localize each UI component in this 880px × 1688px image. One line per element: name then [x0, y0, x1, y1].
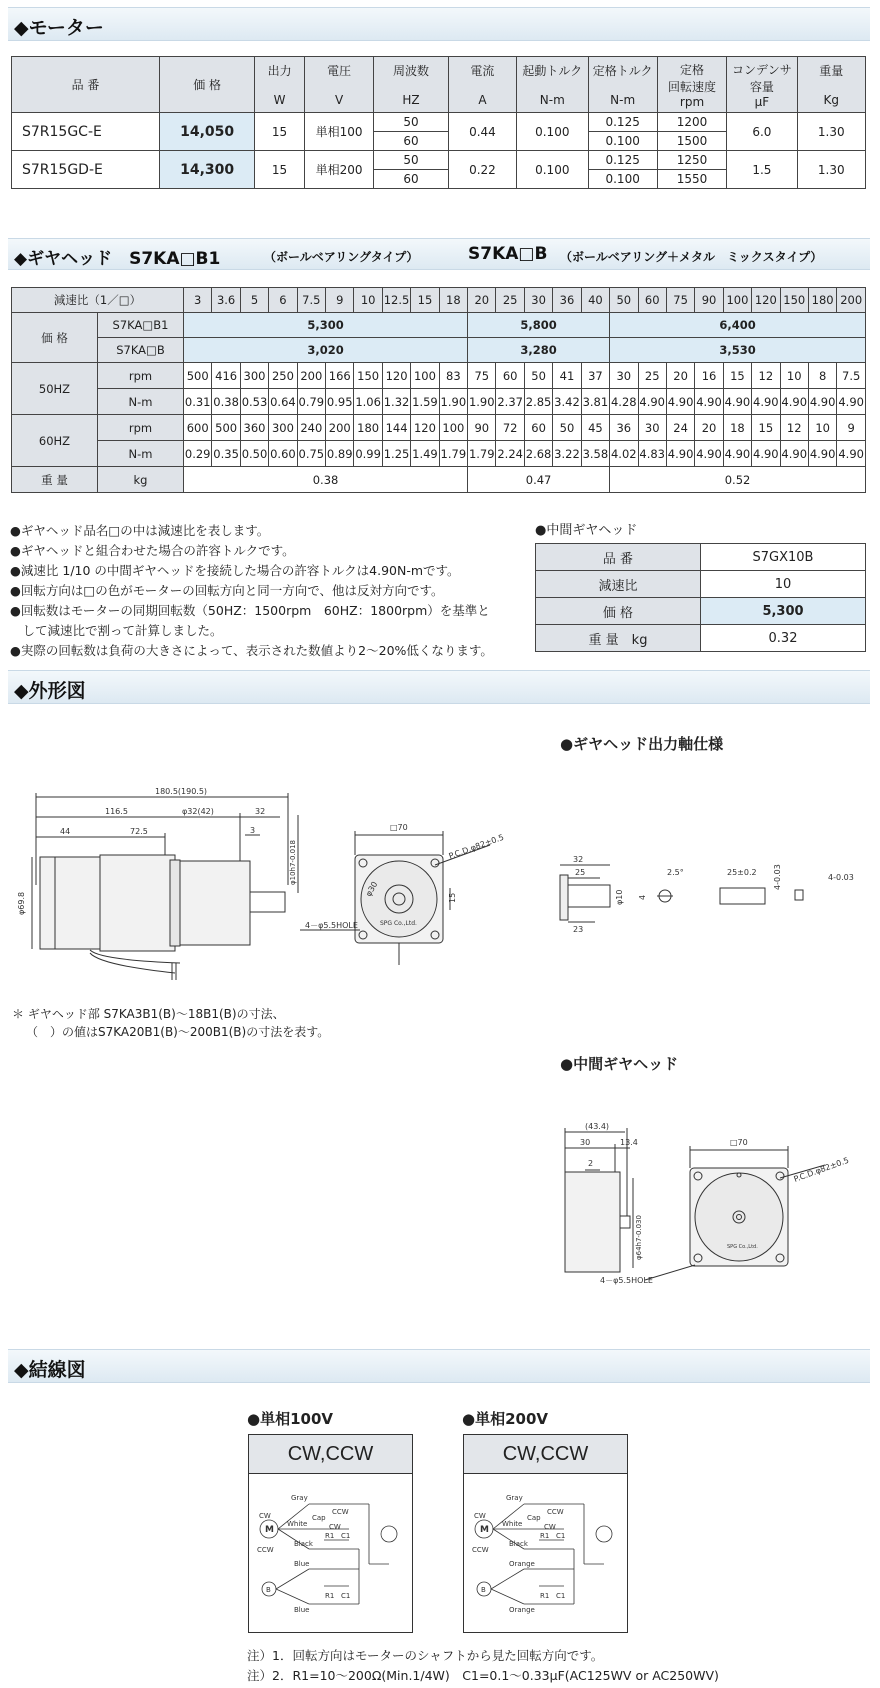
rpm-60hz-cell: 15 [752, 415, 780, 441]
col-rated-torque: 定格トルク N-m [588, 57, 657, 113]
svg-text:CW: CW [259, 1512, 271, 1520]
col-capacitor: コンデンサ 容量 μF [727, 57, 797, 113]
rpm-50hz-cell: 25 [638, 363, 666, 389]
note-line: ●回転数はモーターの同期回転数（50HZ：1500rpm 60HZ：1800rpm）を基準と [10, 603, 490, 618]
price-cell: 3,530 [610, 338, 866, 363]
torque-60hz-cell: 0.29 [184, 441, 212, 467]
torque-50hz-cell: 4.90 [666, 389, 694, 415]
notes-list [10, 521, 520, 661]
ratio-cell: 120 [752, 288, 780, 313]
ratio-cell: 200 [837, 288, 866, 313]
wiring-schematic [249, 1474, 412, 1632]
rpm-50hz-cell: 50 [524, 363, 552, 389]
torque-60hz-cell: 1.79 [468, 441, 496, 467]
ratio-cell: 75 [666, 288, 694, 313]
rpm-50hz-cell: 83 [439, 363, 467, 389]
svg-text:Blue: Blue [294, 1560, 310, 1568]
svg-text:Black: Black [294, 1540, 313, 1548]
wiring-200v-title: ●単相200V [462, 1410, 549, 1428]
svg-text:B: B [481, 1586, 486, 1594]
svg-text:(43.4): (43.4) [585, 1122, 610, 1131]
torque-50hz-cell: 4.90 [638, 389, 666, 415]
torque-60hz-cell: 0.75 [297, 441, 325, 467]
svg-text:CCW: CCW [547, 1508, 564, 1516]
svg-text:Gray: Gray [291, 1494, 308, 1502]
svg-text:R1: R1 [325, 1532, 335, 1540]
svg-text:Gray: Gray [506, 1494, 523, 1502]
svg-text:φ69.8: φ69.8 [17, 891, 26, 915]
rpm-50hz-cell: 250 [269, 363, 297, 389]
mid-gear-drawing [545, 1120, 880, 1290]
svg-text:4-0.03: 4-0.03 [773, 864, 782, 890]
ratio-cell: 15 [411, 288, 439, 313]
svg-text:32: 32 [573, 855, 584, 864]
rpm-60hz-cell: 36 [610, 415, 638, 441]
rpm-60hz-cell: 50 [553, 415, 581, 441]
torque-60hz-cell: 4.90 [808, 441, 836, 467]
ratio-cell: 30 [524, 288, 552, 313]
torque-60hz-cell: 4.90 [837, 441, 866, 467]
svg-text:25: 25 [575, 868, 586, 877]
svg-text:R1: R1 [540, 1532, 550, 1540]
section-title: ◆モーター [14, 17, 104, 39]
rpm-50hz-cell: 30 [610, 363, 638, 389]
svg-text:M: M [265, 1525, 274, 1535]
price-cell: 3,280 [468, 338, 610, 363]
rpm-50hz-cell: 41 [553, 363, 581, 389]
svg-text:White: White [287, 1520, 308, 1528]
svg-text:15: 15 [448, 892, 457, 903]
section-title: ◆結線図 [14, 1359, 86, 1381]
torque-50hz-cell: 1.90 [468, 389, 496, 415]
svg-text:SPG Co.,Ltd.: SPG Co.,Ltd. [727, 1244, 758, 1250]
col-current: 電流 A [448, 57, 516, 113]
rpm-50hz-cell: 75 [468, 363, 496, 389]
motor-spec-table: 品 番 価 格 出力 W 電圧 V 周波数 HZ 電流 A 起動トルク N-m 定格トルク N-m 定格 回転速度 rpm コンデンサ 容量 μF 重量 Kg S7R15GC-E 14,050 15 単相100 50 0.44 0.100 0.125 1200 6.0 1.30 60 0.100 1500 S7R15GD-E 14,300 15 単相200 50 0.22 0.100 0.125 1250 1.5 1.30 60 0.100 1550 [11, 56, 866, 189]
note-line: ●ギヤヘッドと組合わせた場合の許容トルクです。 [10, 543, 295, 558]
svg-text:CCW: CCW [472, 1546, 489, 1554]
svg-text:Black: Black [509, 1540, 528, 1548]
rpm-50hz-cell: 150 [354, 363, 382, 389]
rpm-60hz-cell: 20 [695, 415, 723, 441]
torque-50hz-cell: 4.28 [610, 389, 638, 415]
ratio-cell: 40 [581, 288, 609, 313]
svg-text:Cap: Cap [312, 1514, 326, 1522]
svg-text:SPG Co.,Ltd.: SPG Co.,Ltd. [380, 920, 417, 927]
price-cell: 6,400 [610, 313, 866, 338]
rpm-60hz-cell: 9 [837, 415, 866, 441]
svg-text:4－φ5.5HOLE: 4－φ5.5HOLE [600, 1276, 653, 1285]
ratio-cell: 3.6 [212, 288, 240, 313]
wiring-box-title: CW,CCW [464, 1435, 627, 1474]
torque-50hz-cell: 0.38 [212, 389, 240, 415]
ratio-cell: 7.5 [297, 288, 325, 313]
rpm-60hz-cell: 144 [382, 415, 410, 441]
svg-text:4－φ5.5HOLE: 4－φ5.5HOLE [305, 921, 358, 930]
torque-60hz-cell: 2.24 [496, 441, 524, 467]
rpm-50hz-cell: 20 [666, 363, 694, 389]
svg-text:72.5: 72.5 [130, 827, 148, 836]
ratio-cell: 150 [780, 288, 808, 313]
torque-50hz-cell: 0.53 [240, 389, 268, 415]
col-voltage: 電圧 V [304, 57, 373, 113]
rpm-50hz-cell: 300 [240, 363, 268, 389]
weight-cell: 0.38 [184, 467, 468, 493]
wiring-note-2: 注）2．R1=10～200Ω(Min.1/4W) C1=0.1～0.33μF(AC125WV or AC250WV) [247, 1668, 719, 1683]
torque-50hz-cell: 4.90 [837, 389, 866, 415]
rpm-60hz-cell: 24 [666, 415, 694, 441]
ratio-cell: 3 [184, 288, 212, 313]
note-line: ●ギヤヘッド品名□の中は減速比を表します。 [10, 523, 270, 538]
ratio-cell: 100 [723, 288, 751, 313]
torque-60hz-cell: 0.89 [326, 441, 354, 467]
torque-60hz-cell: 3.22 [553, 441, 581, 467]
ratio-cell: 60 [638, 288, 666, 313]
note-line: して減速比で割って計算しました。 [10, 623, 223, 638]
svg-text:C1: C1 [556, 1532, 566, 1540]
torque-50hz-cell: 2.37 [496, 389, 524, 415]
rpm-50hz-cell: 15 [723, 363, 751, 389]
price-cell: 3,020 [184, 338, 468, 363]
section-header-outline [8, 670, 870, 704]
col-model: 品 番 [12, 57, 160, 113]
svg-text:φ64h7-0.030: φ64h7-0.030 [635, 1215, 643, 1260]
svg-text:2.5°: 2.5° [667, 868, 684, 877]
ratio-cell: 36 [553, 288, 581, 313]
torque-60hz-cell: 0.50 [240, 441, 268, 467]
torque-60hz-cell: 4.02 [610, 441, 638, 467]
rpm-50hz-cell: 8 [808, 363, 836, 389]
rpm-60hz-cell: 72 [496, 415, 524, 441]
rpm-50hz-cell: 7.5 [837, 363, 866, 389]
torque-50hz-cell: 4.90 [752, 389, 780, 415]
section-header-motor [8, 7, 870, 41]
torque-60hz-cell: 4.83 [638, 441, 666, 467]
svg-text:CW: CW [544, 1523, 556, 1531]
rpm-50hz-cell: 12 [752, 363, 780, 389]
outline-drawing [10, 785, 505, 990]
svg-text:B: B [266, 1586, 271, 1594]
svg-text:Cap: Cap [527, 1514, 541, 1522]
torque-50hz-cell: 3.42 [553, 389, 581, 415]
table-row: S7R15GD-E 14,300 15 単相200 50 0.22 0.100 0.125 1250 1.5 1.30 [12, 151, 866, 170]
rpm-60hz-cell: 60 [524, 415, 552, 441]
torque-50hz-cell: 4.90 [808, 389, 836, 415]
wiring-diagram-200v [463, 1434, 628, 1633]
torque-60hz-cell: 3.58 [581, 441, 609, 467]
rpm-50hz-cell: 200 [297, 363, 325, 389]
torque-60hz-cell: 1.25 [382, 441, 410, 467]
svg-text:180.5(190.5): 180.5(190.5) [155, 787, 208, 796]
torque-60hz-cell: 1.49 [411, 441, 439, 467]
torque-60hz-cell: 2.68 [524, 441, 552, 467]
svg-text:□70: □70 [390, 823, 408, 832]
svg-text:CW: CW [329, 1523, 341, 1531]
torque-60hz-cell: 4.90 [666, 441, 694, 467]
ratio-cell: 18 [439, 288, 467, 313]
svg-text:Orange: Orange [509, 1560, 535, 1568]
ratio-cell: 9 [326, 288, 354, 313]
wiring-box-title: CW,CCW [249, 1435, 412, 1474]
rpm-60hz-cell: 100 [439, 415, 467, 441]
wiring-note-1: 注）1．回転方向はモーターのシャフトから見た回転方向です。 [247, 1648, 604, 1663]
rpm-50hz-cell: 416 [212, 363, 240, 389]
torque-50hz-cell: 2.85 [524, 389, 552, 415]
col-frequency: 周波数 HZ [374, 57, 449, 113]
torque-60hz-cell: 4.90 [752, 441, 780, 467]
torque-50hz-cell: 4.90 [723, 389, 751, 415]
torque-50hz-cell: 0.79 [297, 389, 325, 415]
ratio-cell: 12.5 [382, 288, 410, 313]
table-row: S7R15GC-E 14,050 15 単相100 50 0.44 0.100 0.125 1200 6.0 1.30 [12, 113, 866, 132]
ratio-cell: 25 [496, 288, 524, 313]
torque-50hz-cell: 3.81 [581, 389, 609, 415]
torque-60hz-cell: 4.90 [723, 441, 751, 467]
svg-text:C1: C1 [341, 1532, 351, 1540]
torque-60hz-cell: 1.79 [439, 441, 467, 467]
torque-50hz-cell: 4.90 [695, 389, 723, 415]
section-title: ◆外形図 [14, 680, 86, 702]
rpm-50hz-cell: 37 [581, 363, 609, 389]
wiring-100v-title: ●単相100V [247, 1410, 334, 1428]
torque-60hz-cell: 4.90 [780, 441, 808, 467]
ratio-cell: 10 [354, 288, 382, 313]
mid-gear-title: ●中間ギヤヘッド [535, 523, 638, 538]
svg-text:Blue: Blue [294, 1606, 310, 1614]
svg-text:R1: R1 [325, 1592, 335, 1600]
rpm-60hz-cell: 180 [354, 415, 382, 441]
rpm-60hz-cell: 500 [212, 415, 240, 441]
torque-50hz-cell: 0.95 [326, 389, 354, 415]
price-cell: 5,300 [184, 313, 468, 338]
torque-60hz-cell: 0.35 [212, 441, 240, 467]
svg-text:φ32(42): φ32(42) [182, 807, 214, 816]
gear-title-a-sub: （ボールベアリングタイプ） [264, 250, 419, 264]
section-header-gearhead [8, 238, 870, 270]
svg-text:□70: □70 [730, 1138, 748, 1147]
section-header-wiring [8, 1349, 870, 1383]
col-start-torque: 起動トルク N-m [517, 57, 588, 113]
svg-text:3: 3 [250, 826, 256, 835]
outline-footnote-1: ＊ ギヤヘッド部 S7KA3B1(B)～18B1(B)の寸法、 [12, 1007, 285, 1021]
torque-60hz-cell: 0.60 [269, 441, 297, 467]
svg-text:116.5: 116.5 [105, 807, 128, 816]
svg-text:44: 44 [60, 827, 71, 836]
rpm-60hz-cell: 12 [780, 415, 808, 441]
rpm-60hz-cell: 10 [808, 415, 836, 441]
weight-cell: 0.47 [468, 467, 610, 493]
note-line: ●実際の回転数は負荷の大きさによって、表示された数値より2～20%低くなります。 [10, 643, 493, 658]
svg-text:13.4: 13.4 [620, 1138, 638, 1147]
note-line: ●回転方向は□の色がモーターの回転方向と同一方向で、他は反対方向です。 [10, 583, 444, 598]
gear-title-b: S7KA□B [468, 244, 548, 264]
svg-text:φ10: φ10 [615, 889, 624, 905]
svg-text:M: M [480, 1525, 489, 1535]
svg-text:4-0.03: 4-0.03 [828, 873, 854, 882]
svg-text:φ30: φ30 [363, 880, 380, 898]
svg-text:C1: C1 [341, 1592, 351, 1600]
shaft-spec-title: ●ギヤヘッド出力軸仕様 [560, 735, 724, 753]
rpm-50hz-cell: 60 [496, 363, 524, 389]
weight-cell: 0.52 [610, 467, 866, 493]
rpm-60hz-cell: 18 [723, 415, 751, 441]
rpm-50hz-cell: 16 [695, 363, 723, 389]
svg-text:CW: CW [474, 1512, 486, 1520]
svg-text:2: 2 [588, 1159, 594, 1168]
rpm-60hz-cell: 240 [297, 415, 325, 441]
rpm-60hz-cell: 200 [326, 415, 354, 441]
svg-text:32: 32 [255, 807, 266, 816]
torque-50hz-cell: 1.90 [439, 389, 467, 415]
svg-text:30: 30 [580, 1138, 591, 1147]
rpm-50hz-cell: 166 [326, 363, 354, 389]
rpm-50hz-cell: 120 [382, 363, 410, 389]
wiring-schematic [464, 1474, 627, 1632]
torque-50hz-cell: 0.64 [269, 389, 297, 415]
torque-50hz-cell: 1.59 [411, 389, 439, 415]
svg-text:25±0.2: 25±0.2 [727, 868, 757, 877]
ratio-cell: 6 [269, 288, 297, 313]
wiring-diagram-100v [248, 1434, 413, 1633]
torque-60hz-cell: 4.90 [695, 441, 723, 467]
rpm-60hz-cell: 120 [411, 415, 439, 441]
mid-gear-table: 品 番 S7GX10B 減速比 10 価 格 5,300 重 量 kg 0.32 [535, 543, 866, 652]
svg-text:R1: R1 [540, 1592, 550, 1600]
rpm-60hz-cell: 90 [468, 415, 496, 441]
col-rated-speed: 定格 回転速度 rpm [657, 57, 726, 113]
torque-50hz-cell: 0.31 [184, 389, 212, 415]
rpm-50hz-cell: 500 [184, 363, 212, 389]
rpm-60hz-cell: 45 [581, 415, 609, 441]
ratio-cell: 20 [468, 288, 496, 313]
ratio-cell: 5 [240, 288, 268, 313]
note-line: ●減速比 1/10 の中間ギヤヘッドを接続した場合の許容トルクは4.90N-mです。 [10, 563, 460, 578]
ratio-cell: 180 [808, 288, 836, 313]
rpm-60hz-cell: 30 [638, 415, 666, 441]
col-price: 価 格 [160, 57, 255, 113]
svg-text:4: 4 [638, 894, 647, 900]
torque-60hz-cell: 0.99 [354, 441, 382, 467]
col-weight: 重量 Kg [797, 57, 865, 113]
torque-50hz-cell: 1.06 [354, 389, 382, 415]
torque-50hz-cell: 1.32 [382, 389, 410, 415]
svg-text:White: White [502, 1520, 523, 1528]
torque-50hz-cell: 4.90 [780, 389, 808, 415]
svg-text:CCW: CCW [332, 1508, 349, 1516]
rpm-60hz-cell: 300 [269, 415, 297, 441]
rpm-60hz-cell: 600 [184, 415, 212, 441]
svg-text:Orange: Orange [509, 1606, 535, 1614]
col-output: 出力 W [255, 57, 305, 113]
outline-footnote-2: （ ）の値はS7KA20B1(B)～200B1(B)の寸法を表す。 [26, 1025, 330, 1039]
ratio-cell: 50 [610, 288, 638, 313]
rpm-50hz-cell: 10 [780, 363, 808, 389]
svg-text:23: 23 [573, 925, 584, 934]
svg-text:CCW: CCW [257, 1546, 274, 1554]
shaft-spec-drawing [545, 850, 880, 935]
svg-text:C1: C1 [556, 1592, 566, 1600]
svg-text:φ10h7-0.018: φ10h7-0.018 [289, 840, 297, 885]
ratio-cell: 90 [695, 288, 723, 313]
mid-gear-drawing-title: ●中間ギヤヘッド [560, 1055, 679, 1073]
svg-text:P.C.D.φ82±0.5: P.C.D.φ82±0.5 [792, 1155, 851, 1184]
price-cell: 5,800 [468, 313, 610, 338]
gear-title-a: ◆ギヤヘッド S7KA□B1 [14, 249, 221, 269]
rpm-60hz-cell: 360 [240, 415, 268, 441]
gearhead-spec-table: 減速比（1／□） 3 3.6 5 6 7.5 9 10 12.5 15 18 20 25 30 36 40 50 60 75 90 100 120 150 180 200 価 格 S7KA□B1 5,300 5,800 6,400 S7KA□B 3,020 3,280 3,530 50HZ rpm 500 416 300 250 200 166 150 120 100 83 75 60 50 41 37 30 25 20 16 15 12 10 8 7.5 N-m 0.31 0.38 0.53 0.64 0.79 0.95 1.06 1.32 1.59 1.90 1.90 2.37 2.85 3.42 3.81 4.28 4.90 4.90 4.90 4.90 4.90 4.90 4.90 4.90 60HZ rpm 600 500 360 300 240 200 180 144 120 100 90 72 60 50 45 36 30 24 20 18 15 12 10 9 N-m 0.29 0.35 0.50 0.60 0.75 0.89 0.99 1.25 1.49 1.79 1.79 2.24 2.68 3.22 3.58 4.02 4.83 4.90 4.90 4.90 4.90 4.90 4.90 4.90 重 量 kg 0.38 0.47 0.52 [11, 287, 866, 493]
rpm-50hz-cell: 100 [411, 363, 439, 389]
ratio-label: 減速比（1／□） [12, 288, 184, 313]
svg-text:P.C.D.φ82±0.5: P.C.D.φ82±0.5 [447, 832, 505, 861]
gear-title-b-sub: （ボールベアリング＋メタル ミックスタイプ） [560, 250, 823, 264]
